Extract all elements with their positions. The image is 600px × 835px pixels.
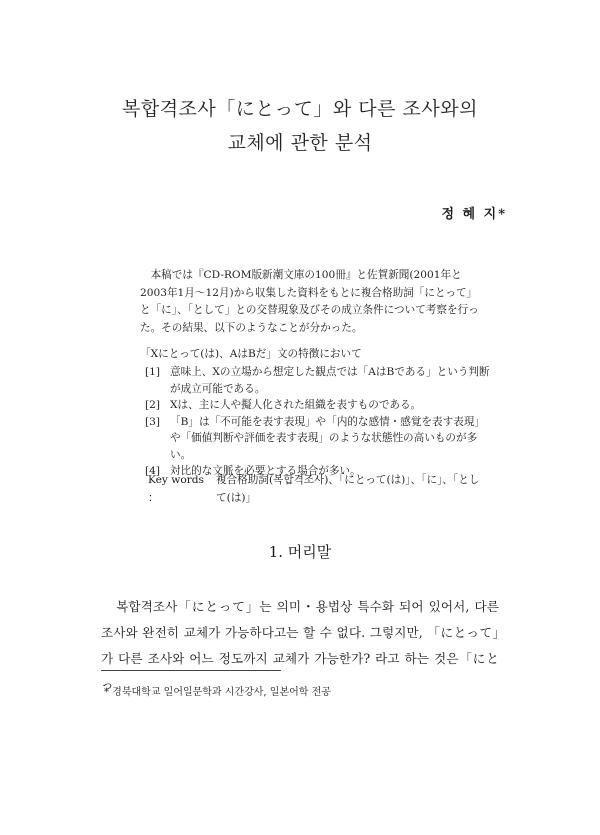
- finding-number: [1]: [145, 366, 161, 378]
- finding-text: 意味上、Xの立場から想定した観点では「AはBである」という判断が成立可能である。: [170, 366, 490, 395]
- findings-list: [140, 364, 490, 480]
- paper-title-line-1: 복합격조사「にとって」와 다른 조사와의: [122, 98, 478, 120]
- finding-number: [4]: [145, 465, 161, 477]
- finding-text: Xは、主に人や擬人化された組織を表すものである。: [170, 399, 422, 411]
- keywords-label: Key words ：: [148, 474, 204, 504]
- finding-item: [140, 364, 490, 397]
- finding-number: [2]: [145, 399, 161, 411]
- abstract-paragraph: 本稿では『CD-ROM版新潮文庫の100冊』と佐賀新聞(2001年と2003年1月～12月)から収集した資料をもとに複合格助詞「にとって」と「に」、「として」との交替現象及びその成立条件について考察を行った。その結果、以下のようなことが分かった。: [140, 269, 479, 334]
- finding-number: [3]: [145, 415, 161, 428]
- keywords: [148, 472, 488, 507]
- section-heading: 1. 머리말: [268, 543, 332, 561]
- footnote-divider: [101, 670, 281, 671]
- finding-text: 対比的な文脈を必要とする場合が多い。: [170, 465, 361, 477]
- keywords-text: 複合格助詞(복합격조사)、「にとって(は)」、「に」、「として(は)」: [216, 474, 480, 504]
- footnote: * 경북대학교 일어일문학과 시간강사, 일본어학 전공: [104, 687, 331, 698]
- paper-title-line-2: 교체에 관한 분석: [227, 132, 373, 154]
- findings-intro: 「Xにとって(は)、AはBだ」文の特徴において: [140, 348, 362, 360]
- finding-text: 「B」は「不可能を表す表現」や「内的な感情・感覚を表す表現」や「価値判断や評価を表す表現」のような状態性の高いものが多い。: [170, 415, 486, 461]
- section-body-text: 복합격조사「にとって」는 의미・용법상 특수화 되어 있어서, 다른 조사와 완전히 교체가 가능하다고는 할 수 없다. 그렇지만, 「にとって」가 다른 조사와 어느 정도까지 교체가 가능한가? 라고 하는 것은「にとっ: [101, 599, 499, 692]
- author-name: 정 혜 지*: [441, 207, 507, 222]
- finding-item: [140, 414, 490, 464]
- finding-item: [140, 397, 490, 414]
